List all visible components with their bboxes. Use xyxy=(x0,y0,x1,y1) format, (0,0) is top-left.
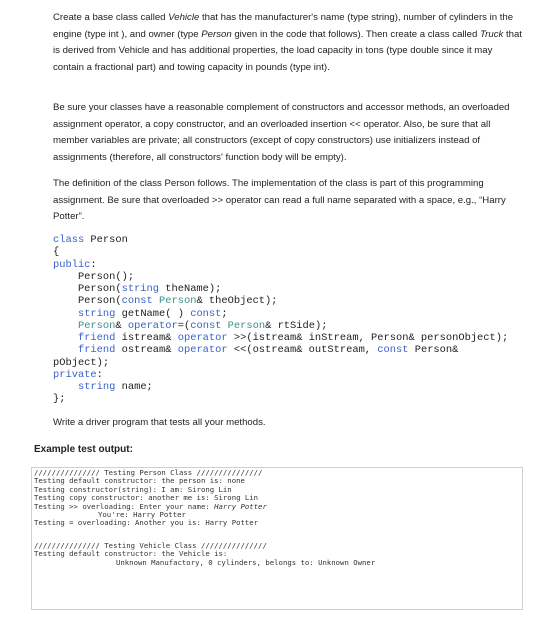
type-name: Person xyxy=(77,319,116,332)
code-text: & rtSide); xyxy=(265,319,328,332)
code-line xyxy=(53,259,523,271)
paragraph-person-definition: The definition of the class Person follows. The implementation of the class is part of this programming assignment. Be sure that overloaded >> operator can read a full name separated with a space, e.g., “Harry Potter”. xyxy=(53,178,506,222)
keyword: friend xyxy=(77,332,116,344)
terminal-text xyxy=(34,469,520,567)
term-truck: Truck xyxy=(480,28,504,40)
keyword: operator xyxy=(177,332,228,344)
code-text: Person xyxy=(84,234,128,246)
keyword: operator xyxy=(127,319,178,332)
code-text: ostream& xyxy=(115,344,178,357)
example-output-heading: Example test output: xyxy=(34,444,133,455)
code-text: & xyxy=(115,319,128,332)
keyword: const xyxy=(190,307,222,320)
code-block-person-class xyxy=(53,234,523,406)
type-name: Person xyxy=(227,319,266,332)
code-line xyxy=(53,344,523,356)
terminal-line: Unknown Manufactory, 0 cylinders, belongs to: Unknown Owner xyxy=(116,557,376,567)
term-vehicle: Vehicle xyxy=(168,12,200,23)
text: that is derived from Vehicle and has additional properties, the load capacity in tons (type double since it may contain a fractional part) and towing capacity in pounds (type int). xyxy=(53,28,522,73)
terminal-line: Testing = overloading: Another you is: Harry Potter xyxy=(34,518,259,528)
term-person: Person xyxy=(201,28,232,40)
code-text: Person( xyxy=(53,283,122,295)
terminal-text-span: Harry Potter xyxy=(133,510,186,520)
code-text: & theObject); xyxy=(196,295,278,308)
code-line: }; xyxy=(53,393,66,406)
code-text: name; xyxy=(115,381,153,393)
keyword: string xyxy=(121,283,160,295)
code-text: Person( xyxy=(53,295,122,308)
code-text: ; xyxy=(221,307,228,320)
terminal-line: Testing default constructor: the person is: none xyxy=(34,476,245,486)
keyword: class xyxy=(53,234,85,246)
code-line xyxy=(53,283,523,295)
terminal-output-screenshot xyxy=(31,467,523,610)
keyword: friend xyxy=(77,344,116,357)
code-line: { xyxy=(53,246,60,259)
code-line xyxy=(53,332,523,344)
code-text: : xyxy=(90,258,97,271)
keyword: operator xyxy=(177,344,228,357)
terminal-line: /////////////// Testing Vehicle Class /////////////// xyxy=(34,540,267,550)
terminal-line: Testing constructor(string): I am: Sirong Lin xyxy=(34,484,232,494)
code-text: theName); xyxy=(159,283,222,295)
user-input-text: Harry Potter xyxy=(214,501,267,511)
terminal-line: /////////////// Testing Person Class /////////////// xyxy=(34,468,263,477)
code-line xyxy=(53,234,523,246)
code-text: Person& xyxy=(414,344,459,357)
keyword: const xyxy=(121,295,153,308)
terminal-line: Testing copy constructor: another me is: Sirong Lin xyxy=(34,493,259,503)
paragraph-driver-program: Write a driver program that tests all your methods. xyxy=(53,417,266,428)
keyword: private xyxy=(53,368,97,381)
keyword: const xyxy=(377,344,409,357)
code-text: getName( ) xyxy=(115,307,191,320)
code-text: <<(ostream& outStream, xyxy=(227,344,378,357)
code-text: : xyxy=(96,368,103,381)
paragraph-vehicle-intro xyxy=(53,10,523,76)
code-line xyxy=(53,308,523,320)
code-line: pObject); xyxy=(53,356,110,369)
code-text: >>(istream& inStream, Person& personObject); xyxy=(227,332,509,344)
text: given in the code that follows). Then create a class called xyxy=(231,28,481,40)
code-line: Person(); xyxy=(53,270,135,283)
code-line xyxy=(53,320,523,332)
keyword: string xyxy=(77,307,116,320)
type-name: Person xyxy=(159,295,197,308)
keyword: public xyxy=(53,258,91,271)
keyword: string xyxy=(77,381,116,393)
code-line xyxy=(53,381,523,393)
terminal-spacer xyxy=(34,528,520,542)
terminal-text-span: Testing >> overloading: Enter your name: xyxy=(34,501,215,511)
keyword: const xyxy=(190,319,222,332)
code-line xyxy=(53,369,523,381)
code-line xyxy=(53,295,523,307)
terminal-line: Testing default constructor: the Vehicle is: xyxy=(34,549,228,559)
code-text: istream& xyxy=(115,332,178,344)
text: Create a base class called xyxy=(53,12,169,23)
text: that has the manufacturer's name (type string), number of cylinders in the engine (type int ), and owner (type xyxy=(53,12,514,40)
code-text: =( xyxy=(177,319,191,332)
paragraph-requirements: Be sure your classes have a reasonable complement of constructors and accessor methods, an overloaded assignment operator, a copy constructor, and an overloaded insertion << operator. Also, be sure that all member variables are private; all constructors (except of copy constructors) use initializers instead of assignments (therefore, all constructors' function body will be empty). xyxy=(53,102,510,163)
terminal-text-span: You're: xyxy=(98,510,134,520)
